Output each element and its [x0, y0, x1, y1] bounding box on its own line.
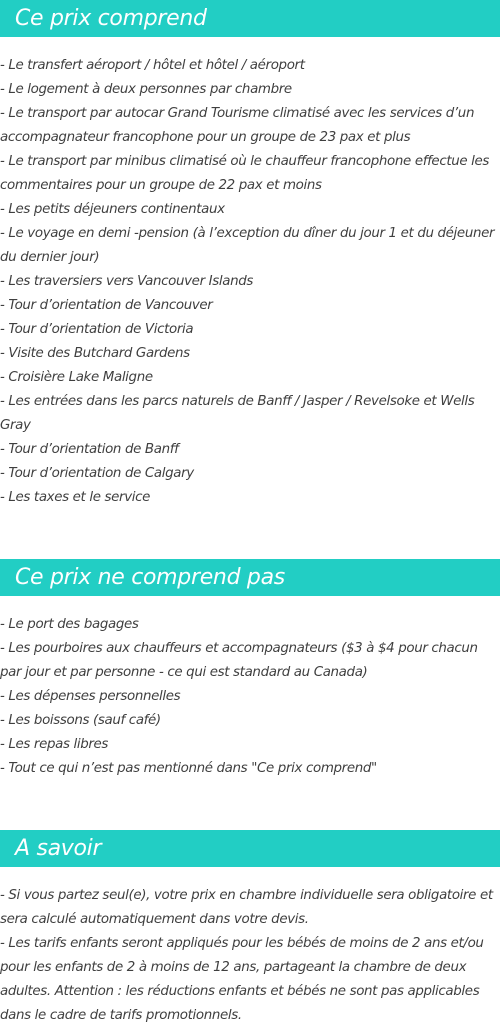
list-item: - Le voyage en demi -pension (à l’exception du dîner du jour 1 et du déjeuner du dernier jour): [0, 226, 495, 265]
list-item: - Les tarifs enfants seront appliqués pour les bébés de moins de 2 ans et/ou pour les enfants de 2 à moins de 12 ans, partageant la chambre de deux adultes. Attention : les réductions enfants et bébés ne sont pas applicables dans le cadre de tarifs promotionnels.: [0, 936, 484, 1023]
list-item: - Le transport par autocar Grand Tourisme climatisé avec les services d’un accompagnateur francophone pour un groupe de 23 pax et plus: [0, 106, 475, 145]
list-item: - Tour d’orientation de Victoria: [0, 322, 194, 337]
list-item: - Les petits déjeuners continentaux: [0, 202, 225, 217]
list-item: - Les repas libres: [0, 737, 109, 752]
section-title-good-to-know: A savoir: [15, 836, 102, 861]
section-title-included: Ce prix comprend: [15, 6, 207, 31]
section-header-good-to-know: [0, 830, 500, 867]
section-title-not-included: Ce prix ne comprend pas: [15, 565, 285, 590]
list-item: - Le transfert aéroport / hôtel et hôtel / aéroport: [0, 58, 305, 73]
list-item: - Les entrées dans les parcs naturels de Banff / Jasper / Revelsoke et Wells Gray: [0, 394, 475, 433]
list-item: - Les traversiers vers Vancouver Islands: [0, 274, 254, 289]
not-included-list: [0, 613, 500, 781]
list-item: - Les dépenses personnelles: [0, 689, 181, 704]
good-to-know-list: [0, 884, 500, 1028]
list-item: - Tour d’orientation de Banff: [0, 442, 179, 457]
list-item: - Les taxes et le service: [0, 490, 151, 505]
list-item: - Les pourboires aux chauffeurs et accompagnateurs ($3 à $4 pour chacun par jour et par personne - ce qui est standard au Canada): [0, 641, 478, 680]
list-item: - Tout ce qui n’est pas mentionné dans "Ce prix comprend": [0, 761, 377, 776]
list-item: - Les boissons (sauf café): [0, 713, 161, 728]
included-list: [0, 54, 500, 510]
section-header-not-included: [0, 559, 500, 596]
section-header-included: [0, 0, 500, 37]
list-item: - Tour d’orientation de Vancouver: [0, 298, 213, 313]
list-item: - Si vous partez seul(e), votre prix en chambre individuelle sera obligatoire et sera calculé automatiquement dans votre devis.: [0, 888, 493, 927]
list-item: - Croisière Lake Maligne: [0, 370, 153, 385]
list-item: - Le logement à deux personnes par chambre: [0, 82, 292, 97]
list-item: - Le port des bagages: [0, 617, 139, 632]
list-item: - Visite des Butchard Gardens: [0, 346, 190, 361]
list-item: - Tour d’orientation de Calgary: [0, 466, 194, 481]
list-item: - Le transport par minibus climatisé où le chauffeur francophone effectue les commentaires pour un groupe de 22 pax et moins: [0, 154, 490, 193]
